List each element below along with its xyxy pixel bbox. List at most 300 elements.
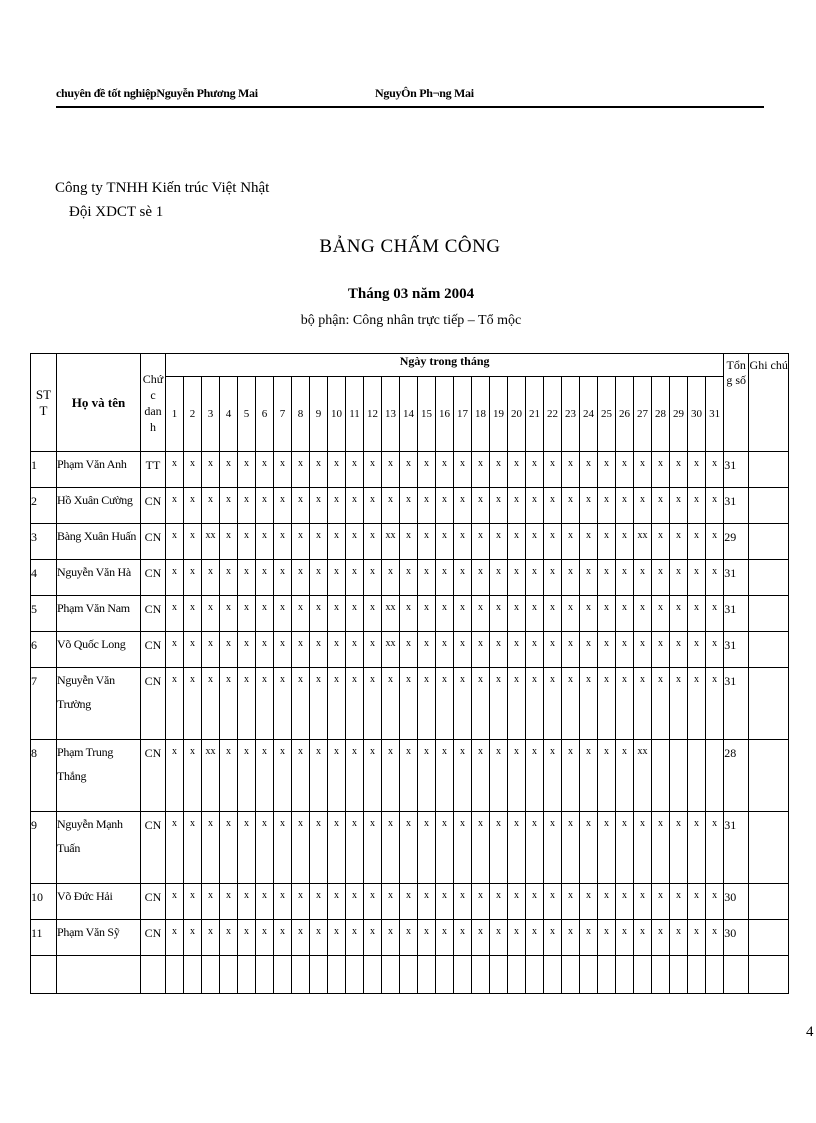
- day-mark: x: [436, 560, 454, 596]
- empty-cell: [184, 956, 202, 994]
- day-mark: x: [364, 524, 382, 560]
- day-mark: x: [220, 560, 238, 596]
- day-mark: x: [184, 668, 202, 740]
- row-role: CN: [141, 596, 166, 632]
- day-mark: x: [382, 920, 400, 956]
- table-row: [31, 524, 789, 560]
- day-mark: x: [346, 524, 364, 560]
- day-mark: x: [292, 560, 310, 596]
- day-mark: x: [544, 740, 562, 812]
- day-number-header: 21: [526, 377, 544, 452]
- day-mark: x: [616, 812, 634, 884]
- day-number-header: 4: [220, 377, 238, 452]
- day-mark: x: [328, 596, 346, 632]
- row-role: CN: [141, 488, 166, 524]
- day-mark: x: [256, 632, 274, 668]
- day-mark: x: [706, 812, 724, 884]
- day-mark: x: [454, 488, 472, 524]
- table-row: [31, 740, 789, 812]
- day-mark: x: [454, 668, 472, 740]
- day-number-header: 1: [166, 377, 184, 452]
- day-mark: x: [688, 524, 706, 560]
- department-label: bộ phận: Công nhân trực tiếp – Tổ mộc: [300, 313, 522, 328]
- day-mark: x: [706, 668, 724, 740]
- row-note: [749, 920, 789, 956]
- day-mark: x: [688, 812, 706, 884]
- day-mark: x: [184, 812, 202, 884]
- day-mark: x: [310, 920, 328, 956]
- day-mark: x: [472, 812, 490, 884]
- day-number-header: 6: [256, 377, 274, 452]
- day-mark: x: [184, 884, 202, 920]
- day-mark: x: [526, 920, 544, 956]
- row-stt: 10: [31, 884, 57, 920]
- row-stt: 3: [31, 524, 57, 560]
- day-mark: x: [598, 452, 616, 488]
- day-mark: x: [580, 488, 598, 524]
- day-mark: x: [292, 488, 310, 524]
- day-mark: x: [220, 488, 238, 524]
- day-mark: x: [238, 524, 256, 560]
- day-mark: x: [220, 632, 238, 668]
- page-number: 4: [806, 1024, 814, 1040]
- day-mark: x: [382, 740, 400, 812]
- day-mark: x: [256, 524, 274, 560]
- day-mark: x: [364, 452, 382, 488]
- day-mark: x: [652, 812, 670, 884]
- day-mark: x: [220, 740, 238, 812]
- day-mark: x: [508, 812, 526, 884]
- day-mark: x: [418, 488, 436, 524]
- document-title: BẢNG CHẤM CÔNG: [319, 236, 501, 257]
- day-mark: x: [166, 596, 184, 632]
- row-note: [749, 740, 789, 812]
- day-mark: x: [166, 740, 184, 812]
- row-note: [749, 596, 789, 632]
- empty-cell: [364, 956, 382, 994]
- day-mark: x: [670, 632, 688, 668]
- day-mark: x: [166, 668, 184, 740]
- day-mark: x: [256, 884, 274, 920]
- day-mark: x: [670, 488, 688, 524]
- day-mark: x: [598, 524, 616, 560]
- day-mark: x: [580, 920, 598, 956]
- day-mark: x: [436, 524, 454, 560]
- empty-cell: [670, 956, 688, 994]
- day-mark: x: [274, 884, 292, 920]
- day-mark: x: [616, 668, 634, 740]
- empty-cell: [436, 956, 454, 994]
- team-name: Đội XDCT sè 1: [69, 204, 164, 220]
- day-mark: x: [562, 524, 580, 560]
- row-note: [749, 632, 789, 668]
- row-note: [749, 812, 789, 884]
- day-mark: x: [328, 740, 346, 812]
- day-mark: x: [166, 452, 184, 488]
- day-mark: x: [490, 668, 508, 740]
- day-mark: x: [508, 740, 526, 812]
- day-mark: x: [166, 632, 184, 668]
- day-mark: x: [634, 452, 652, 488]
- day-mark: x: [706, 920, 724, 956]
- day-mark: x: [580, 632, 598, 668]
- row-stt: 1: [31, 452, 57, 488]
- day-mark: x: [652, 596, 670, 632]
- day-mark: x: [670, 920, 688, 956]
- empty-cell: [544, 956, 562, 994]
- day-mark: x: [418, 596, 436, 632]
- row-name: Phạm Văn Nam: [57, 596, 141, 632]
- day-mark: x: [400, 560, 418, 596]
- day-mark: x: [472, 452, 490, 488]
- day-mark: x: [256, 668, 274, 740]
- day-mark: x: [436, 488, 454, 524]
- day-mark: x: [652, 920, 670, 956]
- day-mark: x: [472, 668, 490, 740]
- day-mark: [706, 740, 724, 812]
- day-mark: x: [292, 740, 310, 812]
- day-mark: x: [310, 632, 328, 668]
- day-mark: x: [490, 596, 508, 632]
- day-mark: x: [274, 668, 292, 740]
- day-mark: x: [490, 560, 508, 596]
- day-mark: x: [382, 884, 400, 920]
- day-mark: x: [238, 812, 256, 884]
- day-mark: x: [634, 596, 652, 632]
- day-mark: x: [256, 740, 274, 812]
- day-mark: x: [544, 920, 562, 956]
- day-mark: x: [400, 524, 418, 560]
- table-row: [31, 596, 789, 632]
- day-mark: x: [238, 884, 256, 920]
- day-number-header: 9: [310, 377, 328, 452]
- day-number-header: 14: [400, 377, 418, 452]
- day-mark: x: [526, 740, 544, 812]
- day-mark: x: [706, 884, 724, 920]
- day-mark: x: [562, 668, 580, 740]
- day-mark: x: [184, 632, 202, 668]
- day-mark: x: [490, 452, 508, 488]
- day-mark: x: [292, 812, 310, 884]
- day-mark: x: [472, 488, 490, 524]
- day-mark: x: [598, 812, 616, 884]
- day-mark: x: [364, 740, 382, 812]
- day-mark: x: [292, 596, 310, 632]
- day-mark: x: [328, 632, 346, 668]
- day-number-header: 28: [652, 377, 670, 452]
- day-mark: x: [364, 488, 382, 524]
- header-rule: [56, 106, 764, 108]
- day-mark: x: [670, 596, 688, 632]
- day-mark: x: [562, 488, 580, 524]
- day-mark: x: [220, 524, 238, 560]
- empty-cell: [706, 956, 724, 994]
- day-mark: x: [238, 488, 256, 524]
- day-mark: x: [508, 920, 526, 956]
- day-mark: x: [508, 884, 526, 920]
- day-mark: x: [436, 596, 454, 632]
- day-mark: x: [202, 488, 220, 524]
- day-number-header: 29: [670, 377, 688, 452]
- day-mark: x: [472, 920, 490, 956]
- row-stt: 4: [31, 560, 57, 596]
- day-mark: [652, 740, 670, 812]
- row-stt: 2: [31, 488, 57, 524]
- day-mark: x: [508, 488, 526, 524]
- day-mark: x: [598, 668, 616, 740]
- day-mark: x: [400, 812, 418, 884]
- day-mark: x: [346, 632, 364, 668]
- day-mark: x: [706, 560, 724, 596]
- day-mark: x: [688, 632, 706, 668]
- empty-cell: [580, 956, 598, 994]
- day-mark: x: [634, 920, 652, 956]
- empty-cell: [346, 956, 364, 994]
- row-name: Phạm Văn Sỹ: [57, 920, 141, 956]
- day-mark: x: [436, 740, 454, 812]
- row-total: 28: [724, 740, 749, 812]
- table-row: [31, 560, 789, 596]
- day-mark: x: [310, 740, 328, 812]
- row-role: CN: [141, 524, 166, 560]
- day-mark: x: [472, 632, 490, 668]
- day-mark: x: [346, 560, 364, 596]
- running-header-middle: NguyÔn Ph¬ng Mai: [375, 86, 474, 100]
- row-total: 30: [724, 920, 749, 956]
- day-mark: x: [418, 524, 436, 560]
- day-mark: x: [364, 668, 382, 740]
- row-name: Hồ Xuân Cường: [57, 488, 141, 524]
- day-mark: x: [616, 884, 634, 920]
- empty-cell: [238, 956, 256, 994]
- day-mark: x: [706, 632, 724, 668]
- day-mark: x: [580, 596, 598, 632]
- day-mark: x: [256, 596, 274, 632]
- day-number-header: 2: [184, 377, 202, 452]
- day-mark: x: [472, 524, 490, 560]
- day-mark: x: [184, 740, 202, 812]
- day-mark: x: [598, 920, 616, 956]
- day-mark: x: [436, 452, 454, 488]
- day-mark: x: [562, 596, 580, 632]
- day-mark: x: [346, 920, 364, 956]
- day-number-header: 25: [598, 377, 616, 452]
- row-role: TT: [141, 452, 166, 488]
- day-mark: x: [670, 560, 688, 596]
- day-mark: x: [688, 452, 706, 488]
- day-number-header: 12: [364, 377, 382, 452]
- day-mark: x: [292, 524, 310, 560]
- row-stt: 7: [31, 668, 57, 740]
- day-number-header: 24: [580, 377, 598, 452]
- day-mark: x: [544, 560, 562, 596]
- day-mark: x: [184, 560, 202, 596]
- day-number-header: 27: [634, 377, 652, 452]
- day-mark: x: [166, 560, 184, 596]
- day-mark: x: [238, 668, 256, 740]
- day-mark: x: [454, 812, 472, 884]
- day-mark: x: [652, 560, 670, 596]
- day-mark: x: [220, 452, 238, 488]
- day-mark: x: [238, 740, 256, 812]
- day-mark: x: [418, 812, 436, 884]
- day-mark: x: [688, 668, 706, 740]
- row-total: 31: [724, 488, 749, 524]
- day-mark: x: [508, 596, 526, 632]
- empty-cell: [472, 956, 490, 994]
- day-mark: x: [184, 524, 202, 560]
- day-mark: x: [238, 596, 256, 632]
- day-mark: x: [400, 920, 418, 956]
- day-mark: x: [346, 668, 364, 740]
- day-number-header: 17: [454, 377, 472, 452]
- day-mark: x: [544, 884, 562, 920]
- day-mark: x: [580, 560, 598, 596]
- day-mark: x: [490, 488, 508, 524]
- row-total: 31: [724, 632, 749, 668]
- day-number-header: 3: [202, 377, 220, 452]
- day-mark: x: [328, 668, 346, 740]
- empty-cell: [220, 956, 238, 994]
- day-mark: x: [508, 632, 526, 668]
- day-mark: x: [634, 668, 652, 740]
- day-mark: x: [688, 596, 706, 632]
- row-role: CN: [141, 668, 166, 740]
- day-mark: x: [634, 560, 652, 596]
- empty-cell: [274, 956, 292, 994]
- day-mark: x: [526, 560, 544, 596]
- day-mark: x: [526, 596, 544, 632]
- day-mark: x: [670, 668, 688, 740]
- day-mark: x: [328, 920, 346, 956]
- day-mark: x: [346, 740, 364, 812]
- row-note: [749, 884, 789, 920]
- day-mark: x: [418, 632, 436, 668]
- empty-cell: [562, 956, 580, 994]
- day-mark: x: [706, 452, 724, 488]
- day-mark: x: [418, 452, 436, 488]
- day-mark: x: [274, 812, 292, 884]
- day-mark: x: [364, 884, 382, 920]
- day-mark: x: [328, 524, 346, 560]
- empty-cell: [749, 956, 789, 994]
- table-row: [31, 632, 789, 668]
- day-mark: x: [346, 488, 364, 524]
- empty-cell: [166, 956, 184, 994]
- day-mark: x: [454, 524, 472, 560]
- day-mark: x: [544, 488, 562, 524]
- day-mark: x: [490, 920, 508, 956]
- day-mark: x: [562, 452, 580, 488]
- day-mark: x: [508, 452, 526, 488]
- day-mark: x: [454, 920, 472, 956]
- day-mark: x: [310, 812, 328, 884]
- empty-cell: [400, 956, 418, 994]
- day-number-header: 16: [436, 377, 454, 452]
- empty-cell: [490, 956, 508, 994]
- day-mark: x: [580, 668, 598, 740]
- header-name: Họ và tên: [57, 354, 141, 452]
- day-mark: x: [310, 452, 328, 488]
- company-block: [55, 176, 269, 224]
- day-mark: x: [616, 488, 634, 524]
- day-mark: x: [454, 740, 472, 812]
- day-mark: x: [490, 884, 508, 920]
- day-mark: x: [346, 884, 364, 920]
- day-mark: x: [670, 452, 688, 488]
- day-mark: x: [166, 884, 184, 920]
- day-mark: x: [220, 920, 238, 956]
- empty-cell: [31, 956, 57, 994]
- day-mark: x: [670, 884, 688, 920]
- day-mark: x: [454, 560, 472, 596]
- row-note: [749, 668, 789, 740]
- day-mark: x: [364, 560, 382, 596]
- day-mark: x: [400, 740, 418, 812]
- empty-cell: [526, 956, 544, 994]
- row-role: CN: [141, 740, 166, 812]
- day-mark: xx: [202, 524, 220, 560]
- day-mark: x: [400, 668, 418, 740]
- day-mark: x: [238, 560, 256, 596]
- day-mark: x: [328, 560, 346, 596]
- day-mark: x: [652, 488, 670, 524]
- day-mark: x: [688, 884, 706, 920]
- day-mark: xx: [634, 524, 652, 560]
- day-mark: x: [472, 596, 490, 632]
- day-mark: x: [508, 560, 526, 596]
- day-mark: x: [418, 560, 436, 596]
- day-mark: x: [580, 812, 598, 884]
- day-mark: x: [310, 524, 328, 560]
- day-mark: xx: [202, 740, 220, 812]
- day-mark: x: [220, 884, 238, 920]
- table-body: [31, 452, 789, 994]
- row-stt: 9: [31, 812, 57, 884]
- day-mark: x: [274, 632, 292, 668]
- day-mark: x: [670, 812, 688, 884]
- day-mark: x: [274, 596, 292, 632]
- day-number-header: 8: [292, 377, 310, 452]
- row-name: Võ Đức Hải: [57, 884, 141, 920]
- table-row: [31, 668, 789, 740]
- empty-cell: [310, 956, 328, 994]
- day-mark: x: [616, 920, 634, 956]
- table-row: [31, 884, 789, 920]
- running-header-left: chuyên đề tốt nghiệpNguyễn Phương Mai: [56, 86, 258, 100]
- day-mark: x: [184, 920, 202, 956]
- day-mark: xx: [382, 632, 400, 668]
- day-mark: x: [202, 668, 220, 740]
- day-mark: x: [490, 740, 508, 812]
- day-mark: x: [652, 452, 670, 488]
- day-mark: x: [292, 452, 310, 488]
- day-mark: x: [706, 596, 724, 632]
- day-mark: x: [292, 632, 310, 668]
- empty-cell: [616, 956, 634, 994]
- day-mark: x: [508, 524, 526, 560]
- row-total: 30: [724, 884, 749, 920]
- row-role: CN: [141, 632, 166, 668]
- day-mark: x: [184, 488, 202, 524]
- company-name: Công ty TNHH Kiến trúc Việt Nhật: [55, 180, 270, 196]
- day-mark: x: [436, 884, 454, 920]
- day-mark: x: [364, 632, 382, 668]
- day-mark: x: [202, 920, 220, 956]
- day-mark: x: [256, 488, 274, 524]
- day-number-header: 7: [274, 377, 292, 452]
- day-mark: x: [400, 596, 418, 632]
